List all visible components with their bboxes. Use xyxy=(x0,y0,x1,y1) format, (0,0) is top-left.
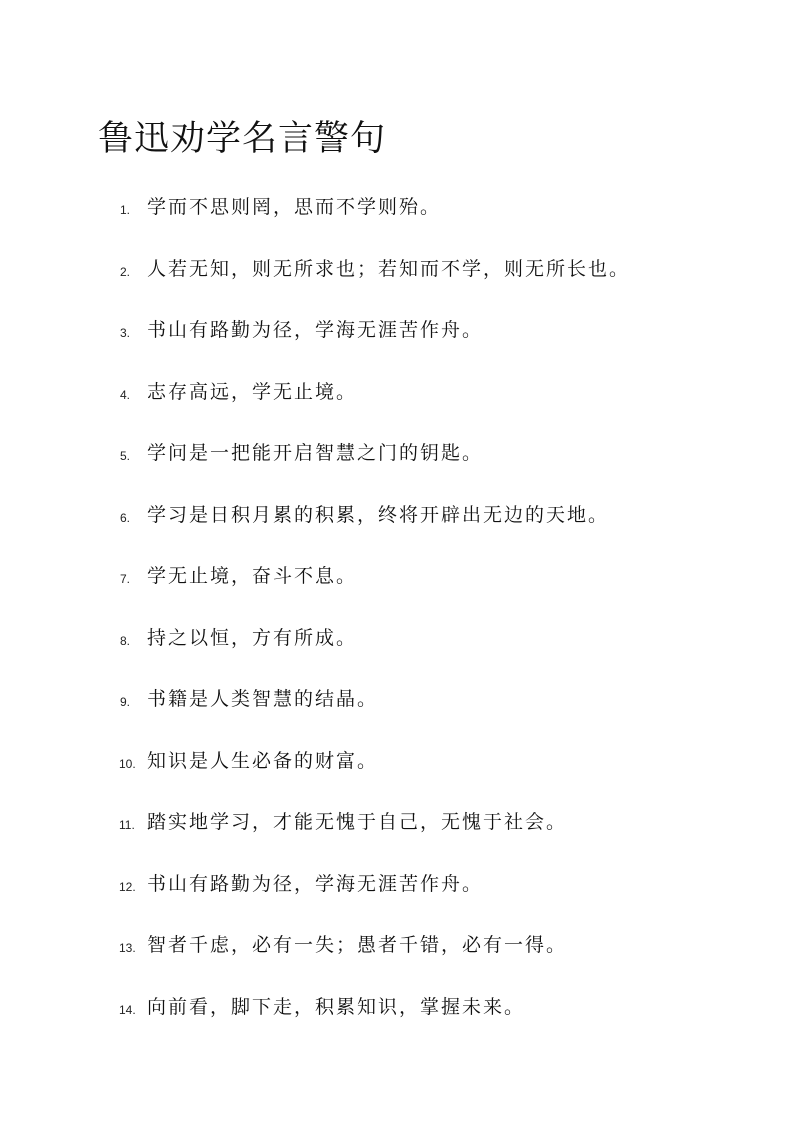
list-item-number: 2. xyxy=(120,264,131,279)
list-item-number: 3. xyxy=(120,326,131,340)
list-item-number: 14. xyxy=(119,1002,136,1017)
list-item-number: 9. xyxy=(120,695,131,709)
list-item-text: 志存高远，学无止境。 xyxy=(147,380,358,403)
list-item-text: 智者千虑，必有一失；愚者千错，必有一得。 xyxy=(147,934,568,956)
list-item-text: 知识是人生必备的财富。 xyxy=(147,749,379,772)
list-item-number: 10. xyxy=(119,756,136,771)
list-item-number: 11. xyxy=(119,818,135,832)
list-item-text: 学问是一把能开启智慧之门的钥匙。 xyxy=(147,442,484,464)
list-item-number: 5. xyxy=(120,449,131,463)
list-item-text: 书籍是人类智慧的结晶。 xyxy=(147,688,379,710)
page-title: 鲁迅劝学名言警句 xyxy=(98,119,387,160)
list-item-text: 向前看，脚下走，积累知识，掌握未来。 xyxy=(147,995,526,1018)
list-item-number: 4. xyxy=(120,387,131,402)
list-item-number: 1. xyxy=(120,203,131,217)
list-item-number: 8. xyxy=(120,633,131,648)
list-item-text: 踏实地学习，才能无愧于自己，无愧于社会。 xyxy=(147,811,568,833)
list-item-text: 书山有路勤为径，学海无涯苦作舟。 xyxy=(147,872,484,895)
list-item-number: 13. xyxy=(119,941,136,955)
list-item-number: 6. xyxy=(120,510,131,525)
list-item-text: 学而不思则罔，思而不学则殆。 xyxy=(147,196,442,218)
list-item-text: 学无止境，奋斗不息。 xyxy=(147,565,358,587)
list-item-text: 书山有路勤为径，学海无涯苦作舟。 xyxy=(147,319,484,341)
list-item-number: 12. xyxy=(119,879,136,894)
list-item-text: 人若无知，则无所求也；若知而不学，则无所长也。 xyxy=(147,257,631,280)
list-item-number: 7. xyxy=(120,572,131,586)
list-item-text: 学习是日积月累的积累，终将开辟出无边的天地。 xyxy=(147,503,610,526)
list-item-text: 持之以恒，方有所成。 xyxy=(147,626,358,649)
